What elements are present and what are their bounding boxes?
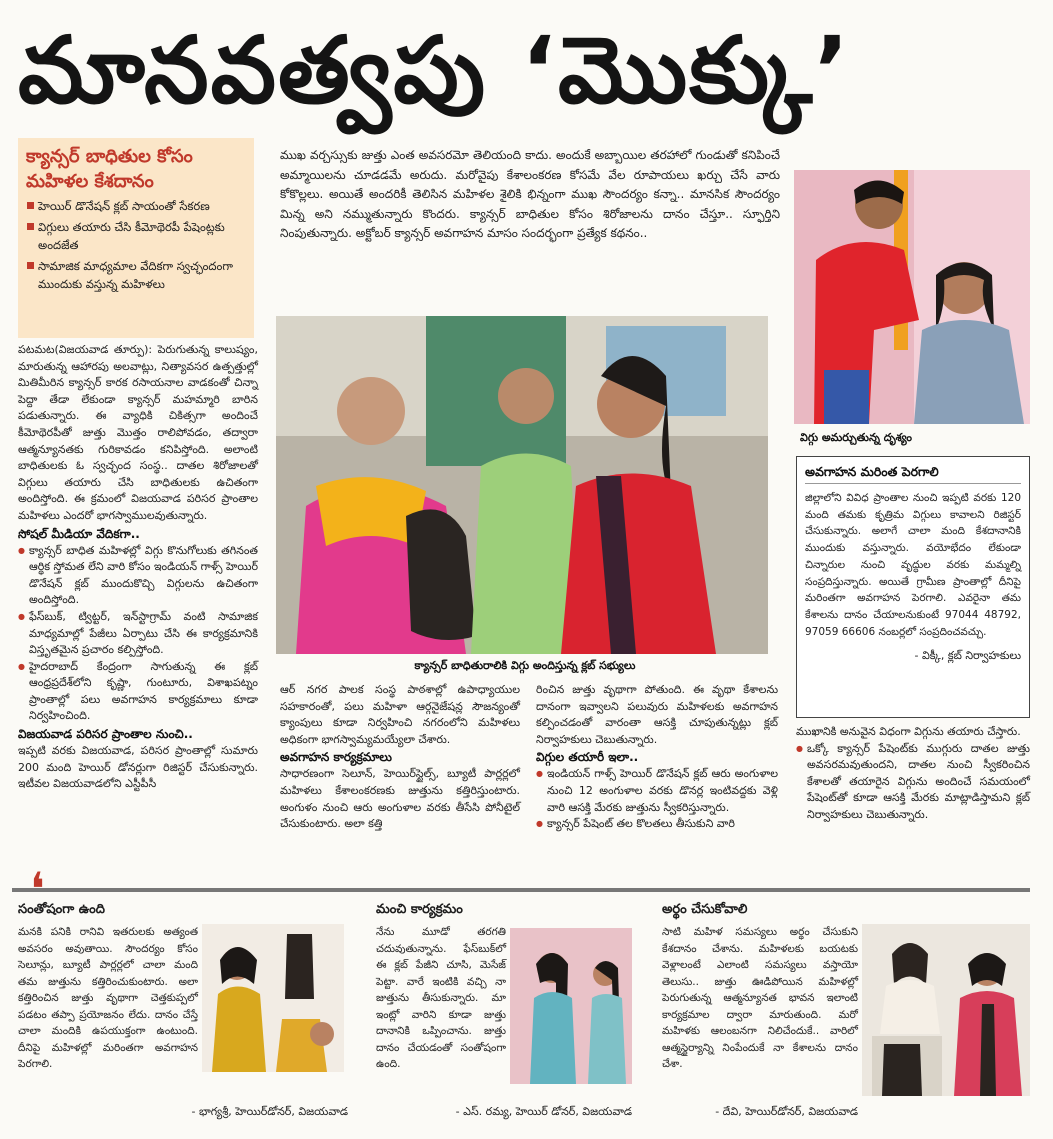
headline: మానవత్వపు ‘మొక్కు’ (18, 17, 852, 124)
testimonial-1-extra (18, 1060, 348, 1078)
testimonial-3-signature: - దేవి, హెయిర్‌డోనర్, విజయవాడ (715, 1105, 858, 1118)
testimonial-1-title: సంతోషంగా ఉంది (18, 902, 105, 917)
column-1 (18, 342, 258, 877)
testimonial-2-title: మంచి కార్యక్రమం (376, 902, 463, 917)
highlight-title: క్యాన్సర్ బాధితుల కోసం మహిళల కేశదానం (26, 146, 193, 192)
testimonial-3-text: సాటి మహిళ సమస్యలు అర్థం చేసుకుని కేశదానం చేశాను. మహిళలకు బయటకు వెళ్లాలంటే ఎలాంటి సమస్యలు వస్తాయో తెలుసు.. జుత్తు ఊడిపోయిన మహిళల్లో పెరుగుతున్న ఆత్మన్యూనత భావన ఇలాంటి కార్యక్రమాల ద్వారా మారుతుంది. మరో మహిళకు ఆలంబనగా నిలిచేందుకే.. వారిలో ఆత్మస్థైర్యాన్ని నింపేందుకే నా కేశాలను దానం చేశా. (662, 926, 858, 1070)
highlight-bullet: హెయిర్ డొనేషన్ క్లబ్ సాయంతో సేకరణ (26, 197, 246, 215)
col3-heading: విగ్గుల తయారీ ఇలా.. (536, 750, 639, 765)
wig-fitting-image (794, 170, 1030, 424)
col1-bullet: ● క్యాన్సర్ బాధిత మహిళల్లో విగ్గు కొనుగోలుకు తగినంత ఆర్థిక స్తోమత లేని వారి కోసం ఇండియన్ గాళ్స్ హెయిర్ డొనేషన్ క్లబ్ ముందుకొచ్చి విగ్గులను ఉచితంగా అందిస్తోంది. (18, 543, 258, 609)
donor-2-image (510, 928, 632, 1084)
donor-3-image (862, 924, 1030, 1096)
col3-text: రించిన జుత్తు వృథాగా పోతుంది. ఈ వృథా కేశాలను దానంగా ఇవ్వాలని పలువురు మహిళలకు అవగాహన కల్పించడంతో వారంతా ఆసక్తి చూపుతున్నట్లు క్లబ్ నిర్వాహకులు చెబుతున్నారు. (536, 683, 778, 746)
quote-icon: ❛ (30, 862, 45, 916)
col4-bullet: ● ఒక్కో క్యాన్సర్ పేషెంట్‌కు ముగ్గురు దాతల జుత్తు అవసరమవుతుందని, దాతల నుంచి స్వీకరించిన కేశాలతో తయారైన విగ్గును అందించే సమయంలో పేషెంట్‌తో కూడా ఆసక్తి మేరకు మాట్లాడిస్తామని క్లబ్ నిర్వాహకులు చెబుతున్నారు. (796, 741, 1030, 824)
testimonial-1-photo (202, 924, 344, 1072)
highlight-bullet: విగ్గులు తయారు చేసి కీమోథెరపీ పేషెంట్లకు అందజేత (26, 218, 246, 254)
testimonial-2-photo (510, 928, 632, 1084)
col2-text-2: సాధారణంగా సెలూన్, హెయిర్‌స్టైల్స్, బ్యూటీ పార్లర్లలో మహిళలు కేశాలంకరణకు జుత్తును కత్తిరిస్తుంటారు. అంగుళం నుంచి ఆరు అంగుళాల వరకు తీసేసి పోనీటైల్ చేసుకుంటారు. అలా కత్తి (280, 767, 520, 831)
donor-1-image (202, 924, 344, 1072)
column-4 (796, 724, 1030, 878)
col1-bullet: ● హైదరాబాద్ కేంద్రంగా సాగుతున్న ఈ క్లబ్ ఆంధ్రప్రదేశ్‌లోని కృష్ణా, గుంటూరు, విశాఖపట్నం ప్రాంతాల్లో పలు అవగాహన కార్యక్రమాలు కూడా నిర్వహించింది. (18, 659, 258, 725)
col1-intro: పటమట(విజయవాడ తూర్పు): పెరుగుతున్న కాలుష్యం, మారుతున్న ఆహారపు అలవాట్లు, నిత్యావసర ఉత్పత్తుల్లో మితిమీరిన క్యాన్సర్ కారక రసాయనాల వాడకంతో చిన్నా పెద్దా తేడా లేకుండా క్యాన్సర్ మహమ్మారి బారిన పడుతున్నారు. ఈ వ్యాధికి చికిత్సగా అందించే కీమోథెరపీతో జుత్తు మొత్తం రాలిపోవడం, తద్వారా ఆత్మన్యూనతకు గురికావడం కనిపిస్తోంది. అలాంటి బాధితులకు ఓ స్వచ్ఛంద సంస్థ.. దాతల శిరోజాలతో విగ్గులు తయారు చేసి బాధితులకు ఉచితంగా అందిస్తోంది. ఈ క్రమంలో విజయవాడ పరిసర ప్రాంతాల మహిళలు ఎందరో భాగస్వాములవుతున్నారు. (18, 343, 258, 522)
main-photo-caption: క్యాన్సర్ బాధితురాలికి విగ్గు అందిస్తున్న క్లబ్ సభ్యులు (414, 659, 636, 672)
column-3 (536, 682, 778, 878)
right-photo-caption: విగ్గు అమర్చుతున్న దృశ్యం (800, 431, 912, 444)
highlight-bullet: సామాజిక మాధ్యమాల వేదికగా స్వచ్ఛందంగా ముందుకు వస్తున్న మహిళలు (26, 257, 246, 293)
col1-bullet: ● ఫేస్‌బుక్, ట్విట్టర్, ఇన్‌స్టాగ్రామ్ వంటి సామాజిక మాధ్యమాల్లో పేజీలు ఏర్పాటు చేసి ఈ కార్యక్రమానికి విస్తృతమైన ప్రచారం కల్పిస్తోంది. (18, 609, 258, 659)
testimonial-2-text: నేను మూడో తరగతి చదువుతున్నాను. ఫేస్‌బుక్‌లో ఈ క్లబ్ పేజీని చూసి, మెసేజ్ పెట్టా. వారే ఇంటికి వచ్చి నా జుత్తును తీసుకున్నారు. మా ఇంట్లో వారిని కూడా జుత్తు దానానికి ఒప్పించాను. జుత్తు దానం చేయడంతో సంతోషంగా ఉంది. (376, 926, 506, 1070)
testimonial-3-title: అర్థం చేసుకోవాలి (662, 902, 748, 917)
col3-bullet: ● క్యాన్సర్ పేషెంట్ తల కొలతలు తీసుకుని వారి (536, 816, 778, 833)
awareness-title: అవగాహన మరింత పెరగాలి (805, 461, 1021, 484)
intro-paragraph: ముఖ వర్చస్సుకు జుత్తు ఎంత అవసరమో తెలియంది కాదు. అందుకే అబ్బాయిల తరహాలో గుండుతో కనిపించే అమ్మాయిలను చూడడమే అరుదు. మరోవైపు కేశాలంకరణ కోసమే వేల రూపాయలు ఖర్చు చేసే వారు కోకొల్లలు. అయితే అందరికీ తెలిసిన మహిళల శైలికి భిన్నంగా ముఖ సౌందర్యం కన్నా.. మానసిక సౌందర్యం మిన్న అని నమ్ముతున్నారు కొందరు. క్యాన్సర్ బాధితుల కోసం శిరోజాలను దానం చేస్తూ.. స్ఫూర్తిని నింపుతున్నారు. అక్టోబర్ క్యాన్సర్ అవగాహన మాసం సందర్భంగా ప్రత్యేక కథనం.. (280, 148, 780, 240)
col4-text: ముఖానికి అనువైన విధంగా విగ్గును తయారు చేస్తారు. (796, 725, 1021, 738)
col2-text: ఆర్ నగర పాలక సంస్థ పాఠశాల్లో ఉపాధ్యాయుల సహకారంతో, పలు మహిళా ఆర్గనైజేషన్ల సౌజన్యంతో క్యాంపులు కూడా నిర్వహించి నగరంలోని మహిళలు అధికంగా భాగస్వామ్యమయ్యేలా చేశారు. (280, 683, 520, 746)
testimonial-3-photo (862, 924, 1030, 1096)
main-photo (276, 316, 768, 654)
col2-heading: అవగాహన కార్యక్రమాలు (280, 750, 392, 765)
col1-vijayawada-heading: విజయవాడ పరిసర ప్రాంతాల నుంచి.. (18, 727, 193, 742)
col1-social-heading: సోషల్ మీడియా వేదికగా.. (18, 526, 140, 541)
testimonial-2-signature: - ఎస్. రమ్య, హెయిర్ డోనర్, విజయవాడ (455, 1105, 632, 1118)
col1-vijayawada-text: ఇప్పటి వరకు విజయవాడ, పరిసర ప్రాంతాల్లో సుమారు 200 మంది హెయిర్ డోనర్లుగా రిజిస్టర్ చేసుకున్నారు. ఇటీవల విజయవాడలోని ఎస్టీపీసీ (18, 744, 258, 791)
donation-scene-image (276, 316, 768, 654)
col3-bullet: ● ఇండియన్ గాళ్స్ హెయిర్ డొనేషన్ క్లబ్ ఆరు అంగుళాల నుంచి 12 అంగుళాల వరకు డొనర్ల ఇంటివద్దకు వెళ్లి వారి ఆసక్తి మేరకు జుత్తును స్వీకరిస్తున్నారు. (536, 766, 778, 816)
highlight-box (18, 138, 254, 338)
right-photo (794, 170, 1030, 424)
testimonial-1-text: మనకి పనికి రానివి ఇతరులకు అత్యంత అవసరం అవుతాయి. సౌందర్యం కోసం సెలూన్లు, బ్యూటీ పార్లర్లలో చాలా మంది తమ జుత్తును కత్తిరించుకుంటారు. అలా కత్తిరించిన జుత్తు వృథాగా చెత్తకుప్పలో పడటం తప్పా ప్రయోజనం లేదు. దానం చేస్తే చాలా మందికి ఉపయుక్తంగా ఉంటుంది. దీనిపై మహిళల్లో మరింతగా అవగాహన పెరగాలి. (18, 926, 198, 1070)
awareness-box (796, 456, 1030, 718)
column-2 (280, 682, 520, 878)
testimonial-1-signature: - భాగ్యశ్రీ, హెయిర్‌డోనర్, విజయవాడ (191, 1105, 348, 1118)
section-divider (12, 888, 1030, 892)
awareness-signature: - విక్కీ, క్లబ్ నిర్వాహకులు (914, 649, 1021, 663)
awareness-text: జిల్లాలోని వివిధ ప్రాంతాల నుంచి ఇప్పటి వరకు 120 మంది తమకు కృత్రిమ విగ్గులు కావాలని రిజిస్టర్ చేసుకున్నారు. అలాగే చాలా మంది కేశదానానికి ముందుకు వస్తున్నారు. వయోభేదం లేకుండా చిన్నారుల నుంచి వృద్ధుల వరకు మమ్మల్ని సంప్రదిస్తున్నారు. అయితే గ్రామీణ ప్రాంతాల్లో దీనిపై మరింతగా అవగాహన పెరగాలి. ఎవరైనా తమ కేశాలను దానం చేయాలనుకుంటే 97044 48792, 97059 66606 నంబర్లలో సంప్రదించవచ్చు. (805, 492, 1021, 638)
